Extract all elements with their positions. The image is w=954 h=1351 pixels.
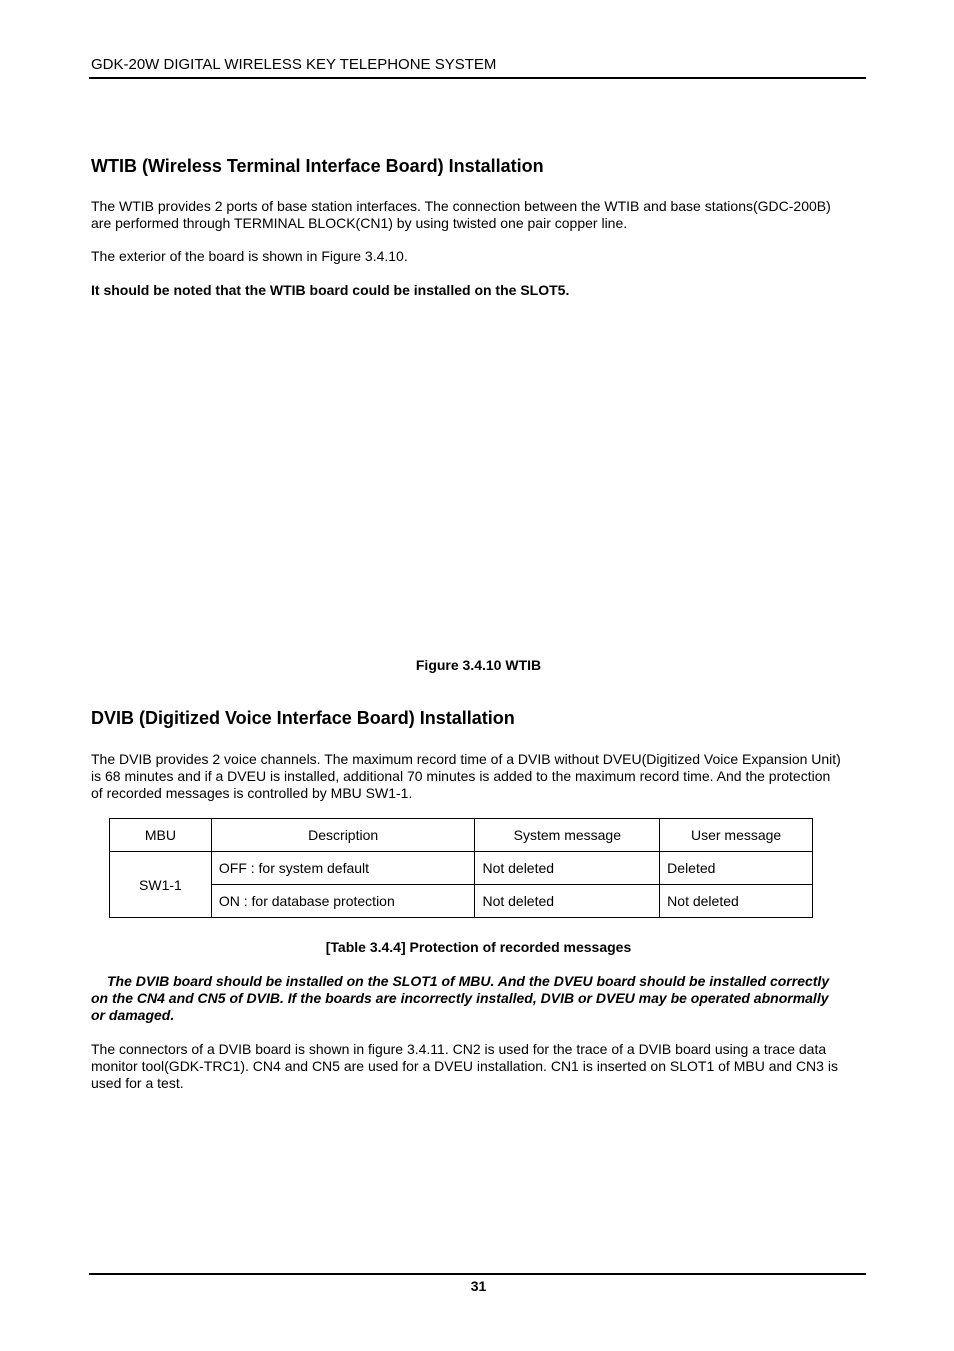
page-number: 31 bbox=[470, 1278, 487, 1294]
header-cell-mbu: MBU bbox=[110, 819, 212, 852]
switch-cell: SW1-1 bbox=[110, 852, 212, 918]
wtib-intro-line-1: The WTIB provides 2 ports of base station interfaces. The connection between the WTIB and base stations(GDC-200B) bbox=[91, 198, 831, 214]
system-message-cell: Not deleted bbox=[475, 852, 660, 885]
footer-divider bbox=[89, 1273, 866, 1275]
header-cell-description: Description bbox=[211, 819, 475, 852]
dvib-connectors-line-2: monitor tool(GDK-TRC1). CN4 and CN5 are used for a DVEU installation. CN1 is inserted on SLOT1 of MBU and CN3 is bbox=[91, 1058, 838, 1074]
dvib-connectors-paragraph bbox=[91, 1041, 866, 1092]
header-cell-system-message: System message bbox=[475, 819, 660, 852]
dvib-heading: DVIB (Digitized Voice Interface Board) Installation bbox=[91, 708, 515, 728]
table-header-row bbox=[110, 819, 813, 852]
running-header: GDK-20W DIGITAL WIRELESS KEY TELEPHONE SYSTEM bbox=[91, 56, 497, 73]
protection-table bbox=[109, 818, 813, 918]
dvib-connectors-line-1: The connectors of a DVIB board is shown in figure 3.4.11. CN2 is used for the trace of a DVIB board using a trace data bbox=[91, 1041, 827, 1057]
table-caption: [Table 3.4.4] Protection of recorded messages bbox=[325, 939, 632, 955]
wtib-exterior-paragraph: The exterior of the board is shown in Figure 3.4.10. bbox=[91, 248, 408, 264]
wtib-intro-paragraph bbox=[91, 198, 866, 232]
wtib-heading: WTIB (Wireless Terminal Interface Board) Installation bbox=[91, 156, 544, 176]
dvib-warning-line-1: The DVIB board should be installed on the SLOT1 of MBU. And the DVEU board should be installed correctly bbox=[107, 973, 830, 989]
user-message-cell: Not deleted bbox=[660, 885, 813, 918]
dvib-intro-line-3: of recorded messages is controlled by MBU SW1-1. bbox=[91, 785, 413, 801]
wtib-slot-note: It should be noted that the WTIB board could be installed on the SLOT5. bbox=[91, 282, 570, 298]
table-row bbox=[110, 885, 813, 918]
dvib-intro-line-1: The DVIB provides 2 voice channels. The maximum record time of a DVIB without DVEU(Digitized Voice Expansion Unit) bbox=[91, 751, 841, 767]
header-divider bbox=[89, 77, 866, 79]
header-cell-user-message: User message bbox=[660, 819, 813, 852]
table-row bbox=[110, 852, 813, 885]
dvib-warning-line-2: on the CN4 and CN5 of DVIB. If the boards are incorrectly installed, DVIB or DVEU may be operated abnormally bbox=[91, 990, 829, 1006]
figure-caption-wtib: Figure 3.4.10 WTIB bbox=[415, 657, 542, 673]
dvib-intro-paragraph bbox=[91, 751, 866, 802]
system-message-cell: Not deleted bbox=[475, 885, 660, 918]
description-cell: ON : for database protection bbox=[211, 885, 475, 918]
user-message-cell: Deleted bbox=[660, 852, 813, 885]
description-cell: OFF : for system default bbox=[211, 852, 475, 885]
wtib-intro-line-2: are performed through TERMINAL BLOCK(CN1) by using twisted one pair copper line. bbox=[91, 215, 628, 231]
dvib-warning bbox=[91, 973, 866, 1024]
dvib-connectors-line-3: used for a test. bbox=[91, 1075, 184, 1091]
dvib-intro-line-2: is 68 minutes and if a DVEU is installed, additional 70 minutes is added to the maximum record time. And the protection bbox=[91, 768, 831, 784]
dvib-warning-line-3: or damaged. bbox=[91, 1007, 175, 1023]
